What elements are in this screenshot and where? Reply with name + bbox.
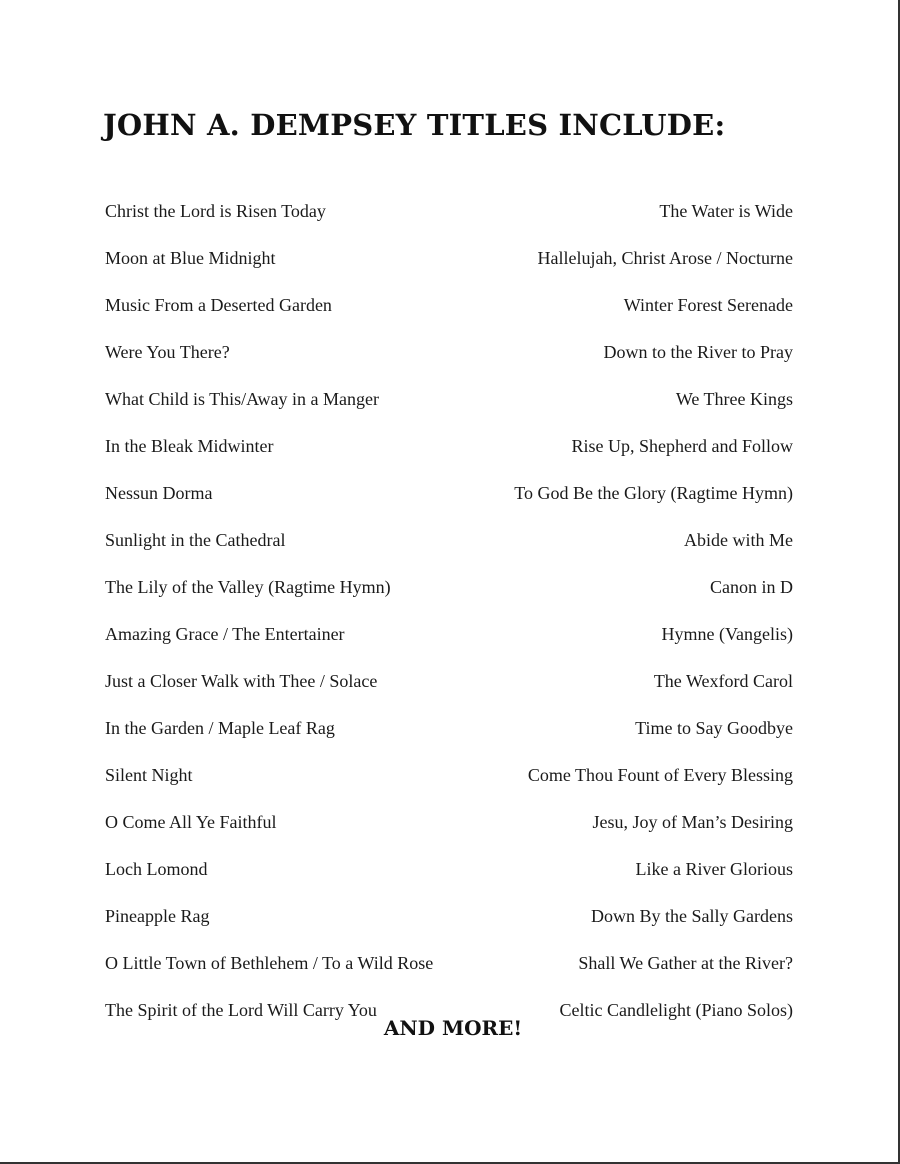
- title-left: Silent Night: [105, 765, 193, 785]
- title-left: Just a Closer Walk with Thee / Solace: [105, 671, 378, 691]
- title-right: Abide with Me: [684, 530, 793, 550]
- title-row: [105, 329, 793, 376]
- title-left: Nessun Dorma: [105, 483, 213, 503]
- title-right: The Water is Wide: [659, 201, 793, 221]
- title-right: Jesu, Joy of Man’s Desiring: [592, 812, 793, 832]
- title-left: In the Bleak Midwinter: [105, 436, 274, 456]
- title-row: [105, 376, 793, 423]
- title-row: [105, 423, 793, 470]
- title-left: O Little Town of Bethlehem / To a Wild Rose: [105, 953, 434, 973]
- title-right: Hallelujah, Christ Arose / Nocturne: [537, 248, 793, 268]
- title-row: [105, 470, 793, 517]
- title-right: Like a River Glorious: [635, 859, 793, 879]
- title-left: Music From a Deserted Garden: [105, 295, 332, 315]
- title-right: The Wexford Carol: [653, 671, 793, 691]
- title-right: Rise Up, Shepherd and Follow: [571, 436, 793, 456]
- title-left: Loch Lomond: [105, 859, 208, 879]
- title-right: Shall We Gather at the River?: [578, 953, 793, 973]
- title-right: We Three Kings: [675, 389, 793, 409]
- title-left: Amazing Grace / The Entertainer: [105, 624, 345, 644]
- title-right: To God Be the Glory (Ragtime Hymn): [514, 483, 793, 503]
- title-right: Winter Forest Serenade: [623, 295, 793, 315]
- title-left: The Lily of the Valley (Ragtime Hymn): [105, 577, 391, 597]
- title-right: Come Thou Fount of Every Blessing: [527, 765, 793, 785]
- title-row: [105, 846, 793, 893]
- title-row: [105, 611, 793, 658]
- title-left: Moon at Blue Midnight: [105, 248, 276, 268]
- title-row: [105, 705, 793, 752]
- title-right: Time to Say Goodbye: [635, 718, 793, 738]
- title-row: [105, 564, 793, 611]
- title-row: [105, 752, 793, 799]
- title-left: The Spirit of the Lord Will Carry You: [105, 1000, 377, 1020]
- title-right: Down By the Sally Gardens: [591, 906, 793, 926]
- title-left: Pineapple Rag: [105, 906, 210, 926]
- title-row: [105, 282, 793, 329]
- title-row: [105, 235, 793, 282]
- title-left: Sunlight in the Cathedral: [105, 530, 286, 550]
- title-left: What Child is This/Away in a Manger: [105, 389, 379, 409]
- title-right: Down to the River to Pray: [603, 342, 793, 362]
- title-row: [105, 893, 793, 940]
- title-right: Hymne (Vangelis): [661, 624, 793, 644]
- title-row: [105, 658, 793, 705]
- titles-list: [105, 188, 793, 1034]
- page-title: JOHN A. DEMPSEY TITLES INCLUDE:: [103, 108, 726, 142]
- title-row: [105, 517, 793, 564]
- title-left: Christ the Lord is Risen Today: [105, 201, 326, 221]
- and-more-footer: AND MORE!: [383, 1016, 523, 1040]
- title-row: [105, 940, 793, 987]
- title-left: Were You There?: [105, 342, 230, 362]
- title-row: [105, 188, 793, 235]
- title-right: Canon in D: [710, 577, 793, 597]
- title-row: [105, 799, 793, 846]
- title-right: Celtic Candlelight (Piano Solos): [559, 1000, 793, 1020]
- title-left: In the Garden / Maple Leaf Rag: [105, 718, 335, 738]
- title-left: O Come All Ye Faithful: [105, 812, 277, 832]
